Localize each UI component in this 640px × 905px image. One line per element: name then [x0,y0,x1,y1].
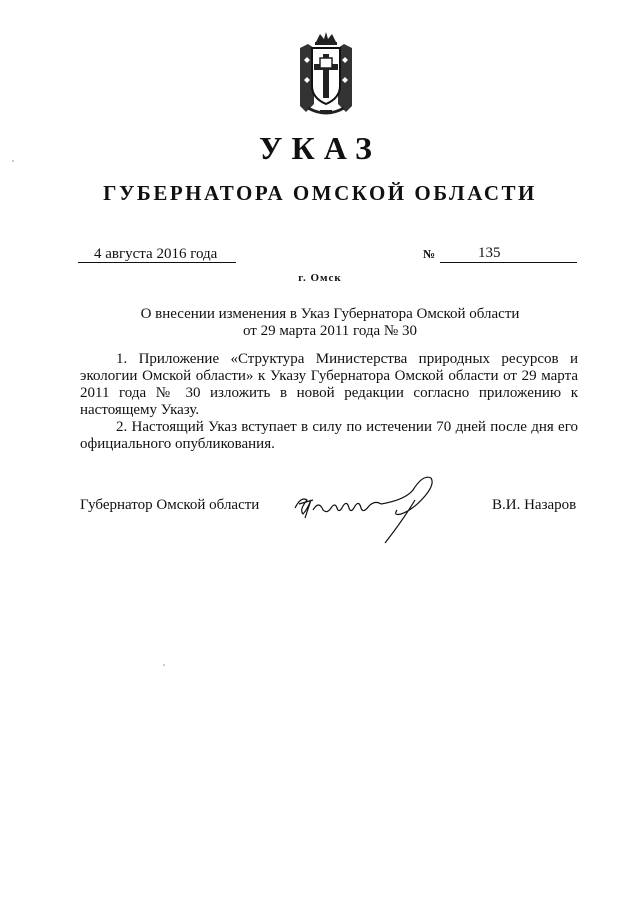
decree-heading [0,306,640,340]
scan-speck [163,664,165,666]
date-underline [78,262,236,263]
signature-icon [285,470,445,545]
number-underline [440,262,577,263]
signatory-position: Губернатор Омской области [80,497,260,513]
signatory-name: В.И. Назаров [492,497,577,513]
city: г. Омск [298,272,342,284]
decree-date [78,246,236,263]
document-title: УКАЗ [259,130,381,166]
number-sign: № [423,247,436,261]
coat-of-arms-icon [290,30,362,116]
scan-speck [12,160,14,162]
decree-number: 135 [478,245,501,261]
heading-line-1: О внесении изменения в Указ Губернатора Омской области [140,306,520,322]
paragraph-1: 1. Приложение «Структура Министерства природных ресурсов и экологии Омской области» к Указу Губернатора Омской области от 29 марта 2011 года № 30 изложить в новой редакции согласно приложению к настоящему Указу. [80,351,578,418]
decree-body [80,351,578,453]
heading-line-2: от 29 марта 2011 года № 30 [243,323,417,339]
decree-date-value: 4 августа 2016 года [94,246,218,262]
document-subtitle: ГУБЕРНАТОРА ОМСКОЙ ОБЛАСТИ [103,181,537,205]
paragraph-2: 2. Настоящий Указ вступает в силу по истечении 70 дней после дня его официального опубликования. [80,419,578,452]
